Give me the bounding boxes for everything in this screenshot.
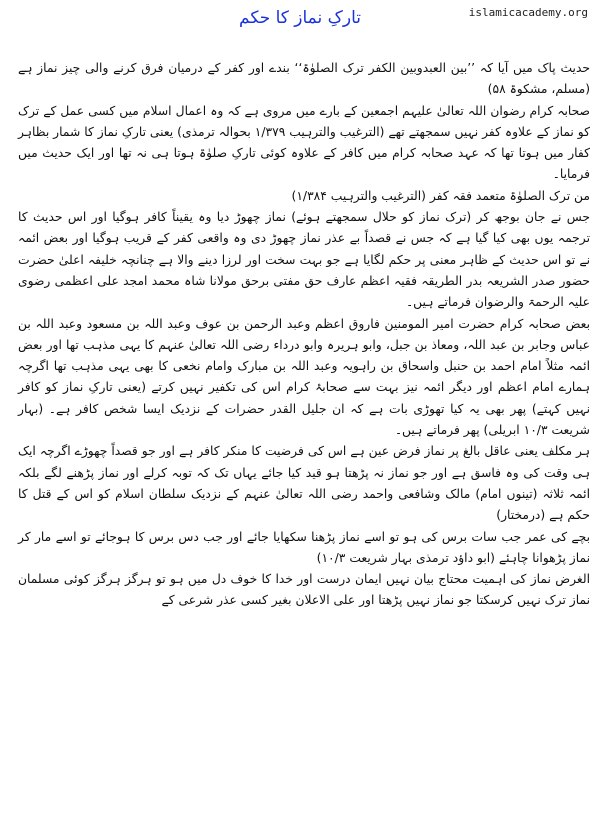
paragraph-sahaba: صحابہ کرام رضوان اللہ تعالیٰ علیہم اجمعین کے بارے میں مروی ہے کہ وہ اعمال اسلام میں کسی عمل کے ترک کو نماز کے علاوہ کفر نہیں سمجھتے تھے (الترغیب والترہیب ۱/۳۷۹ بحوالہ ترمذی) یعنی تارکِ نماز کا شمار بظاہر کفار میں ہوتا تھا کہ عہد صحابہ کرام میں کافر کے علاوہ کوئی تارکِ صلوٰۃ ہوتا ہی نہ تھا اور ایک حدیث میں فرمایا۔ <box>18 103 590 182</box>
paragraph-conclusion: الغرض نماز کی اہمیت محتاج بیان نہیں ایمان درست اور خدا کا خوف دل میں ہو تو ہرگز ہرگز کوئی مسلمان نماز ترک نہیں کرسکتا جو نماز نہیں پڑھتا اور علی الاعلان بغیر کسی عذر شرعی کے <box>18 572 590 608</box>
paragraph-obligation: ہر مکلف یعنی عاقل بالغ پر نماز فرض عین ہے اس کی فرضیت کا منکر کافر ہے اور جو قصداً چھوڑے اگرچہ ایک ہی وقت کی وہ فاسق ہے اور جو نماز نہ پڑھتا ہو قید کیا جائے یہاں تک کہ توبہ کرلے اور نماز پڑھنے لگے بلکہ ائمہ ثلاثہ (تینوں امام) مالک وشافعی واحمد رضی اللہ تعالیٰ عنہم کے نزدیک سلطان اسلام کو اس کے قتل کا حکم ہے (درمختار) <box>18 444 590 523</box>
paragraph-arabic-quote: من ترک الصلوٰۃ متعمد فقہ کفر (الترغیب والترہیب ۱/۳۸۴) <box>291 188 590 203</box>
paragraph-sahaba-names: بعض صحابہ کرام حضرت امیر المومنین فاروق اعظم وعبد الرحمن بن عوف وعبد اللہ بن مسعود وعبد اللہ بن عباس وجابر بن عبد اللہ، ومعاذ بن جبل، وابو ہریرہ وابو درداء رضی اللہ تعالیٰ عنہم کا یہی مذہب تھا اور بعض ائمہ مثلاً امام احمد بن حنبل واسحاق بن راہویہ وعبد اللہ بن مبارک وامام نخعی کا بھی یہی مذہب تھا اگرچہ ہمارے امام اعظم اور دیگر ائمہ نیز بہت سے صحابۂ کرام اس کی تکفیر نہیں کرتے (یعنی تارکِ نماز کو کافر نہیں کہتے) پھر بھی یہ کیا تھوڑی بات ہے کہ ان جلیل القدر حضرات کے نزدیک ایسا شخص کافر ہے۔ (بہار شریعت ۱۰/۳ ابریلی) پھر فرماتے ہیں۔ <box>18 316 590 438</box>
paragraph-hadith: حدیث پاک میں آیا کہ ’’بین العبدوبین الکفر ترک الصلوٰۃ‘‘ بندے اور کفر کے درمیان فرق کرنے والی چیز نماز ہے (مسلم، مشکوۃ ۵۸) <box>18 61 590 97</box>
paragraph-explanation: جس نے جان بوجھ کر (ترک نماز کو حلال سمجھتے ہوئے) نماز چھوڑ دیا وہ یقیناً کافر ہوگیا اور اس حدیث کا ترجمہ یوں بھی کیا گیا ہے کہ جس نے قصداً بے عذر نماز چھوڑ دی وہ واقعی کفر کے قریب ہوگیا اور بعض ائمہ نے تو اس حدیث کے ظاہر معنی پر حکم لگایا ہے جو بہت سخت اور لرزا دینے والا ہے چنانچہ خلیفہ اعلیٰ حضرت حضور صدر الشریعہ بدر الطریقہ فقیہ اعظم عارف حق مفتی برحق مولانا شاہ محمد امجد علی اعظمی رضوی علیہ الرحمۃ والرضوان فرماتے ہیں۔ <box>18 210 590 310</box>
article-body <box>18 58 590 612</box>
page-title: تارکِ نماز کا حکم <box>239 8 361 28</box>
site-watermark: islamicacademy.org <box>468 6 588 19</box>
paragraph-children: بچے کی عمر جب سات برس کی ہو تو اسے نماز پڑھنا سکھایا جائے اور جب دس برس کا ہوجائے تو اسے مار کر نماز پڑھوانا چاہئے (ابو داؤد ترمذی بہار شریعت ۱۰/۳) <box>18 529 590 565</box>
